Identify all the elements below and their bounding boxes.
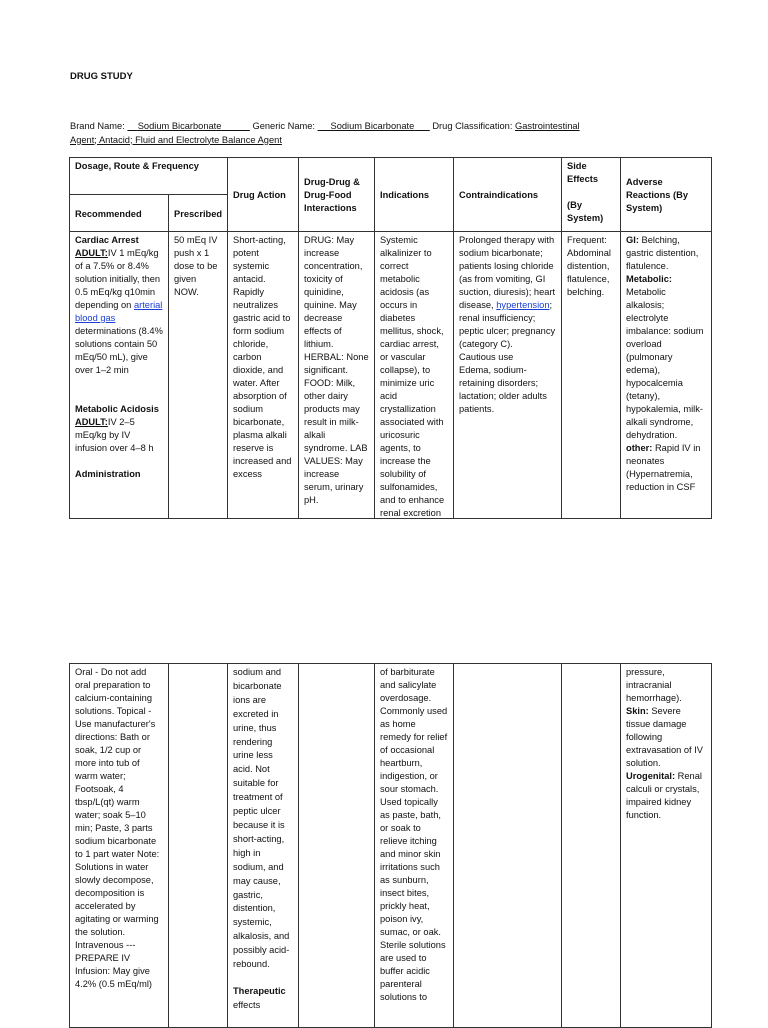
cell-drug-action-cont: sodium and bicarbonate ions are excreted in urine, thus rendering urine less acid. Not suitable for treatment of peptic ulcer because it is short-acting, high in sodium, and may cause, gastric, distention, systemic, alkalosis, and possibly acid-rebound. Therapeutic effects [228,664,299,1028]
side-effects-title: Side Effects [567,161,599,184]
cardiac-arrest-title: Cardiac Arrest [75,235,139,245]
brand-name-value: Sodium Bicarbonate [137,121,222,131]
cell-interactions: DRUG: May increase concentration, toxicity of quinidine, quinine. May decrease effects of lithium. HERBAL: None significant. FOOD: Milk, other dairy products may result in milk-alkali syndrome. LAB VALUES: May increase serum, urinary pH. [299,232,375,519]
cautious-use-label: Cautious use [459,352,514,362]
header-contraindications: Contraindications [454,158,562,232]
drug-study-table-page1 [69,157,712,519]
generic-name-value: Sodium Bicarbonate [330,121,415,131]
header-drug-action: Drug Action [228,158,299,232]
cell-indications-cont: of barbiturate and salicylate overdosage. Commonly used as home remedy for relief of occasional heartburn, indigestion, or sour stomach. Used topically as paste, bath, or soak to relieve itching and minor skin irritations such as sunburn, insect bites, prickly heat, poison ivy, sumac, or oak. Sterile solutions are used to buffer acidic parenteral solutions to [375,664,454,1028]
cell-recommended-cont: Oral - Do not add oral preparation to calcium-containing solutions. Topical - Use manufacturer's directions: Bath or soak, 1/2 cup or more into tub of warm water; Footsoak, 4 tbsp/L(qt) warm water; soak 5–10 min; Paste, 3 parts sodium bicarbonate to 1 part water Note: Solutions in water slowly decompose, decomposition is accelerated by agitating or warming the solution. Intravenous --- PREPARE IV Infusion: May give 4.2% (0.5 mEq/ml) [70,664,169,1028]
cell-contraindications-cont [454,664,562,1028]
header-adverse-reactions: Adverse Reactions (By System) [621,158,712,232]
generic-name-label: Generic Name: [252,121,315,131]
classification-value-cont: Agent; Antacid; Fluid and Electrolyte Balance Agent [70,134,282,145]
brand-name-label: Brand Name: [70,121,125,131]
classification-value: Gastrointestinal [515,121,580,131]
cell-prescribed-cont [169,664,228,1028]
header-prescribed: Prescribed [169,195,228,232]
cardiac-arrest-dosage: ADULT:IV 1 mEq/kg of a 7.5% or 8.4% solution initially, then 0.5 mEq/kg q10min depending on arterial blood gas determinations (8.4% solutions contain 50 mEq/50 mL), give over 1–2 min [75,248,163,375]
drug-identification-line [70,120,690,147]
arterial-blood-gas-link[interactable]: arterial blood gas [75,300,163,323]
cell-drug-action: Short-acting, potent systemic antacid. Rapidly neutralizes gastric acid to form sodium chloride, carbon dioxide, and water. After absorption of sodium bicarbonate, plasma alkali reserve is increased and excess [228,232,299,519]
administration-title: Administration [75,469,141,479]
drug-study-table-page2 [69,663,712,1028]
metabolic-acidosis-dosage: ADULT:IV 2–5 mEq/kg by IV infusion over 4–8 h [75,417,154,453]
classification-label: Drug Classification: [432,121,513,131]
cell-indications: Systemic alkalinizer to correct metabolic acidosis (as occurs in diabetes mellitus, shock, cardiac arrest, or vascular collapse), to minimize uric acid crystallization associated with uricosuric agents, to increase the solubility of sulfonamides, and to enhance renal excretion [375,232,454,519]
header-indications: Indications [375,158,454,232]
therapeutic-title: Therapeutic [233,985,286,996]
header-recommended: Recommended [70,195,169,232]
cell-contraindications: Prolonged therapy with sodium bicarbonate; patients losing chloride (as from vomiting, GI suction, diuresis); heart disease, hypertension; renal insufficiency; peptic ulcer; pregnancy (category C). Cautious use Edema, sodium-retaining disorders; lactation; older adults patients. [454,232,562,519]
side-effects-subtitle: (By System) [567,200,604,223]
metabolic-acidosis-title: Metabolic Acidosis [75,404,159,414]
cell-interactions-cont [299,664,375,1028]
cell-adverse-reactions: GI: Belching, gastric distention, flatulence. Metabolic: Metabolic alkalosis; electrolyte imbalance: sodium overload (pulmonary edema), hypocalcemia (tetany), hypokalemia, milk-alkali syndrome, dehydration. other: Rapid IV in neonates (Hypernatremia, reduction in CSF [621,232,712,519]
cell-side-effects-cont [562,664,621,1028]
cell-side-effects: Frequent: Abdominal distention, flatulence, belching. [562,232,621,519]
header-dosage-group: Dosage, Route & Frequency [70,158,228,195]
cell-adverse-reactions-cont: pressure, intracranial hemorrhage). Skin: Severe tissue damage following extravasation of IV solution. Urogenital: Renal calculi or crystals, impaired kidney function. [621,664,712,1028]
cell-recommended [70,232,169,519]
hypertension-link[interactable]: hypertension [496,300,550,310]
header-side-effects [562,158,621,232]
header-interactions: Drug-Drug & Drug-Food Interactions [299,158,375,232]
cell-prescribed: 50 mEq IV push x 1 dose to be given NOW. [169,232,228,519]
page-title: DRUG STUDY [70,71,133,82]
